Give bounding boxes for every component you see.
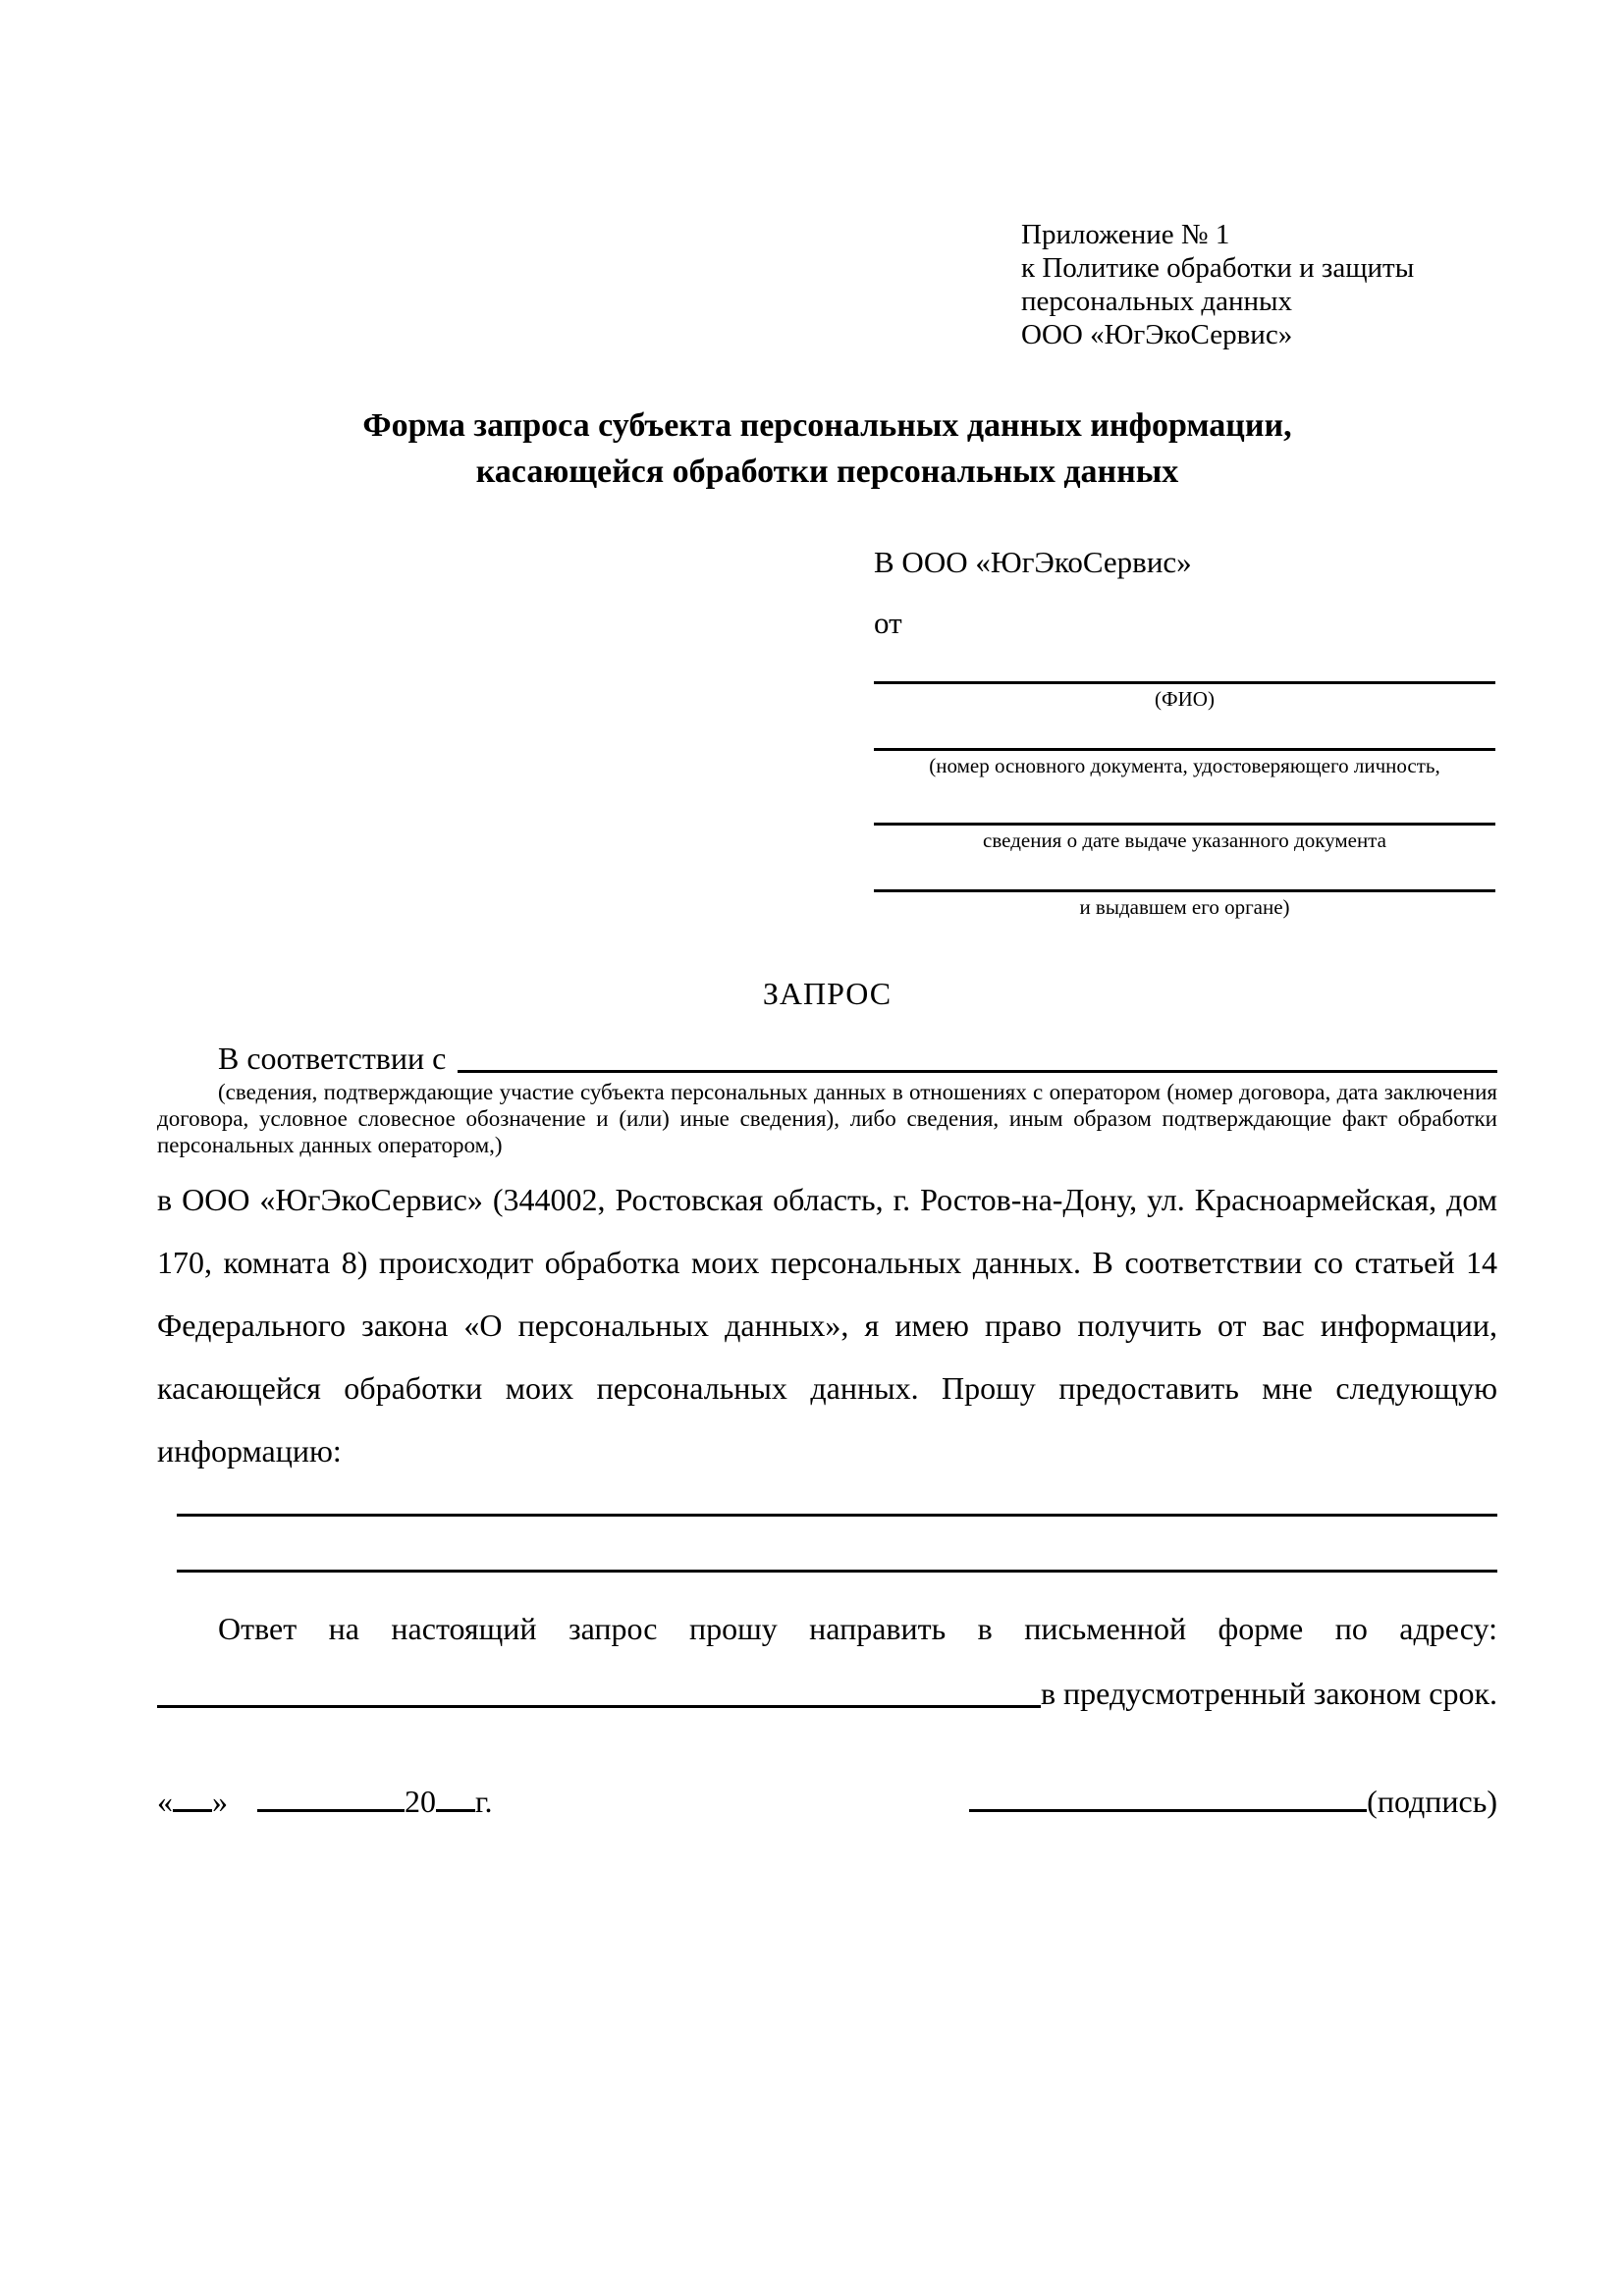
answer-address-line bbox=[157, 1675, 1497, 1712]
day-blank-line bbox=[173, 1809, 212, 1812]
issue-date-blank-line bbox=[874, 823, 1495, 826]
issue-date-caption: сведения о дате выдаче указанного документа bbox=[983, 828, 1386, 852]
accordance-line bbox=[157, 1040, 1497, 1077]
accordance-blank-line bbox=[458, 1070, 1497, 1073]
fio-caption: (ФИО) bbox=[1155, 687, 1215, 711]
quote-open: « bbox=[157, 1784, 173, 1819]
appendix-line: персональных данных bbox=[1021, 286, 1293, 317]
date-signature-row bbox=[157, 1783, 1497, 1820]
addressee-block bbox=[874, 544, 1495, 920]
year-century: 20 bbox=[405, 1784, 436, 1819]
information-blank-line bbox=[177, 1570, 1497, 1573]
request-heading: ЗАПРОС bbox=[762, 976, 893, 1011]
appendix-line: к Политике обработки и защиты bbox=[1021, 252, 1415, 284]
appendix-line: ООО «ЮгЭкоСервис» bbox=[1021, 319, 1293, 350]
body-paragraph: в ООО «ЮгЭкоСервис» (344002, Ростовская область, г. Ростов-на-Дону, ул. Красноармейская, дом 170, комната 8) происходит обработка моих персональных данных. В соответствии со статьей 14 Федерального закона «О персональных данных», я имею право получить от вас информации, касающейся обработки моих персональных данных. Прошу предоставить мне следующую информацию: bbox=[157, 1182, 1497, 1468]
month-blank-line bbox=[257, 1809, 405, 1812]
answer-suffix: в предусмотренный законом срок. bbox=[1040, 1676, 1497, 1711]
issuing-authority-blank-line bbox=[874, 889, 1495, 892]
year-blank-line bbox=[436, 1809, 475, 1812]
addressee-to: В ООО «ЮгЭкоСервис» bbox=[874, 545, 1192, 579]
page-title-line: Форма запроса субъекта персональных данных информации, bbox=[362, 407, 1292, 444]
document-number-caption: (номер основного документа, удостоверяющего личность, bbox=[929, 754, 1440, 777]
year-suffix: г. bbox=[475, 1784, 493, 1819]
signature-caption: (подпись) bbox=[1367, 1784, 1497, 1819]
quote-close: » bbox=[212, 1784, 228, 1819]
page-title-line: касающейся обработки персональных данных bbox=[475, 454, 1179, 490]
date-field bbox=[157, 1783, 493, 1820]
fio-blank-line bbox=[874, 681, 1495, 684]
fine-print-note: (сведения, подтверждающие участие субъекта персональных данных в отношениях с оператором (номер договора, дата заключения договора, условное словесное обозначение и (или) иные сведения), либо сведения, иным образом подтверждающие факт обработки персональных данных оператором,) bbox=[157, 1080, 1497, 1157]
document-number-blank-line bbox=[874, 748, 1495, 751]
signature-field bbox=[969, 1783, 1497, 1820]
issuing-authority-caption: и выдавшем его органе) bbox=[1079, 895, 1290, 919]
addressee-from: от bbox=[874, 606, 902, 640]
appendix-header bbox=[1021, 218, 1497, 351]
page-title bbox=[157, 402, 1497, 495]
answer-paragraph: Ответ на настоящий запрос прошу направить в письменной форме по адресу: bbox=[218, 1611, 1497, 1646]
accordance-prefix: В соответствии с bbox=[218, 1041, 447, 1076]
appendix-line: Приложение № 1 bbox=[1021, 219, 1230, 250]
information-blank-line bbox=[177, 1514, 1497, 1517]
address-blank-line bbox=[157, 1705, 1041, 1708]
signature-blank-line bbox=[969, 1809, 1367, 1812]
